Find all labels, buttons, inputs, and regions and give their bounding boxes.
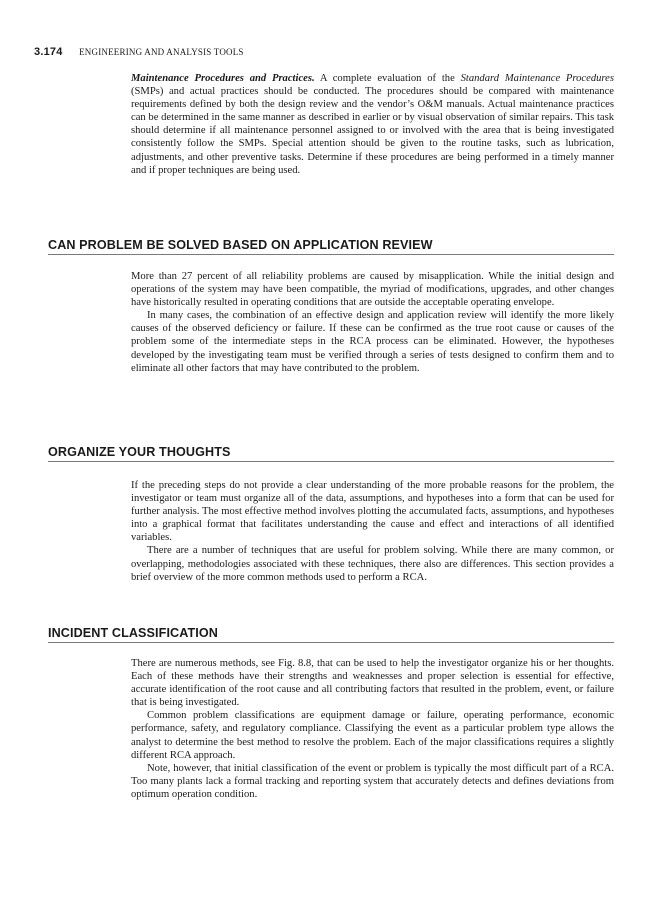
paragraph: If the preceding steps do not provide a clear understanding of the more probable reasons for the problem, the investigator or team must organize all of the data, assumptions, and hypotheses into a form that can be used for further analysis. The most effective method involves plotting the accumulated facts, assumptions, and hypotheses into a graphical format that facilitates understanding the cause and effect and interactions of all identified variables.: [131, 480, 614, 544]
paragraph: More than 27 percent of all reliability problems are caused by misapplication. While the initial design and operations of the system may have been compatible, the myriad of modifications, upgrades, and other changes have historically resulted in operating conditions that are outside the acceptable operating envelope.: [131, 271, 614, 309]
paragraph: Common problem classifications are equipment damage or failure, operating performance, economic performance, safety, and regulatory compliance. Classifying the event as a particular problem type allows the analyst to determine the best method to resolve the problem. Each of the major classifications requires a slightly different RCA approach.: [131, 710, 614, 761]
section-title-incident-classification: INCIDENT CLASSIFICATION: [48, 626, 614, 643]
section-title-organize-thoughts: ORGANIZE YOUR THOUGHTS: [48, 445, 614, 462]
intro-italic-term: Standard Maintenance Procedures: [460, 73, 614, 84]
paragraph: In many cases, the combination of an effective design and application review will identify the more likely causes of the observed deficiency or failure. If these can be confirmed as the true root cause or causes of the problem some of the intermediate steps in the RCA process can be eliminated. However, the hypotheses developed by the investigating team must be verified through a series of tests designed to confirm them and to eliminate all other factors that may have contributed to the problem.: [131, 310, 614, 374]
intro-block: [131, 72, 614, 177]
paragraph: There are a number of techniques that are useful for problem solving. While there are many common, or overlapping, methodologies associated with these techniques, there also are differences. This section provides a brief overview of the more common methods used to perform a RCA.: [131, 545, 614, 583]
page-header: [34, 46, 244, 58]
section-body-organize-thoughts: [131, 479, 614, 584]
section-body-incident-classification: [131, 657, 614, 801]
paragraph: Note, however, that initial classification of the event or problem is typically the most difficult part of a RCA. Too many plants lack a formal tracking and reporting system that accurately detects and defines deviations from optimum operation condition.: [131, 762, 614, 800]
paragraph: There are numerous methods, see Fig. 8.8, that can be used to help the investigator organize his or her thoughts. Each of these methods have their strengths and weaknesses and proper selection is essential for effective, accurate identification of the root cause and all contributing factors that resulted in the problem, event, or failure that is being investigated.: [131, 658, 614, 709]
run-in-heading: Maintenance Procedures and Practices.: [131, 73, 315, 84]
section-title-application-review: CAN PROBLEM BE SOLVED BASED ON APPLICATION REVIEW: [48, 238, 614, 255]
intro-text-2: (SMPs) and actual practices should be conducted. The procedures should be compared with maintenance requirements defined by both the design review and the vendor’s O&M manuals. Actual maintenance practices can be determined in the same manner as described in earlier or by visual observation of similar repairs. This task should determine if all maintenance personnel assigned to or involved with the area that is being investigated consistently follow the SMPs. Special attention should be given to the routine tasks, such as lubrication, adjustments, and other preventive tasks. Determine if these procedures are being performed in a timely manner and if proper techniques are being used.: [131, 86, 614, 176]
running-title: ENGINEERING AND ANALYSIS TOOLS: [79, 47, 244, 57]
section-body-application-review: [131, 270, 614, 375]
page-number: 3.174: [34, 46, 63, 58]
intro-text-1: A complete evaluation of the: [319, 73, 455, 84]
intro-paragraph: [131, 72, 614, 177]
